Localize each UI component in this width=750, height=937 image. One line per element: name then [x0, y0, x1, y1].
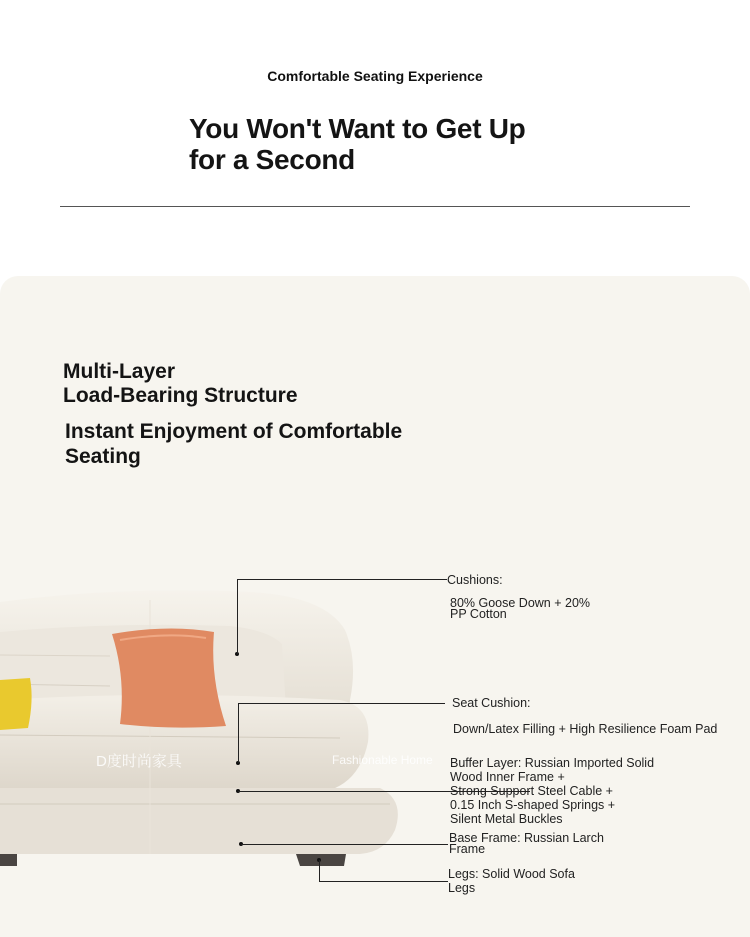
cushions-desc-line-1: 80% Goose Down + 20%: [450, 596, 591, 610]
sofa-leg-right: [296, 854, 346, 866]
watermark-brand: D度时尚家具: [96, 753, 182, 770]
seat-cushion-label: Seat Cushion:: [452, 696, 531, 710]
yellow-pillow: [0, 678, 32, 730]
divider: [60, 206, 690, 207]
watermark-tagline: Fashionable Home: [332, 753, 433, 767]
feature-subtitle-line-2: Seating: [65, 445, 141, 468]
buffer-line-5: Silent Metal Buckles: [450, 812, 563, 826]
feature-subtitle: [65, 419, 402, 469]
legs-line-2: Legs: [448, 881, 476, 895]
feature-title: [63, 360, 298, 408]
buffer-layer-description: [450, 756, 654, 826]
sofa-leg-left: [0, 854, 17, 866]
legs-description: [448, 867, 575, 895]
cushions-desc-line-2: PP Cotton: [450, 607, 507, 621]
base-frame-description: [449, 833, 604, 855]
headline-line-1: You Won't Want to Get Up: [189, 113, 526, 144]
headline-line-2: for a Second: [189, 144, 355, 175]
feature-title-line-1: Multi-Layer: [63, 360, 176, 383]
feature-subtitle-line-1: Instant Enjoyment of Comfortable: [65, 420, 403, 443]
section-headline: [189, 113, 609, 175]
cushions-description: [450, 598, 590, 620]
feature-title-line-2: Load-Bearing Structure: [63, 384, 298, 407]
base-line-1: Base Frame: Russian Larch: [449, 831, 604, 845]
section-eyebrow: Comfortable Seating Experience: [267, 68, 483, 84]
buffer-line-3: Strong Support Steel Cable +: [450, 784, 613, 798]
base-line-2: Frame: [449, 842, 486, 856]
cushions-label: Cushions:: [447, 573, 503, 587]
sofa-image: [0, 560, 460, 880]
seat-cushion-description: Down/Latex Filling + High Resilience Foam Pad: [453, 722, 718, 736]
legs-line-1: Legs: Solid Wood Sofa: [448, 867, 575, 881]
buffer-line-4: 0.15 Inch S-shaped Springs +: [450, 798, 616, 812]
orange-pillow: [112, 628, 226, 727]
buffer-line-1: Buffer Layer: Russian Imported Solid: [450, 756, 655, 770]
buffer-line-2: Wood Inner Frame +: [450, 770, 565, 784]
